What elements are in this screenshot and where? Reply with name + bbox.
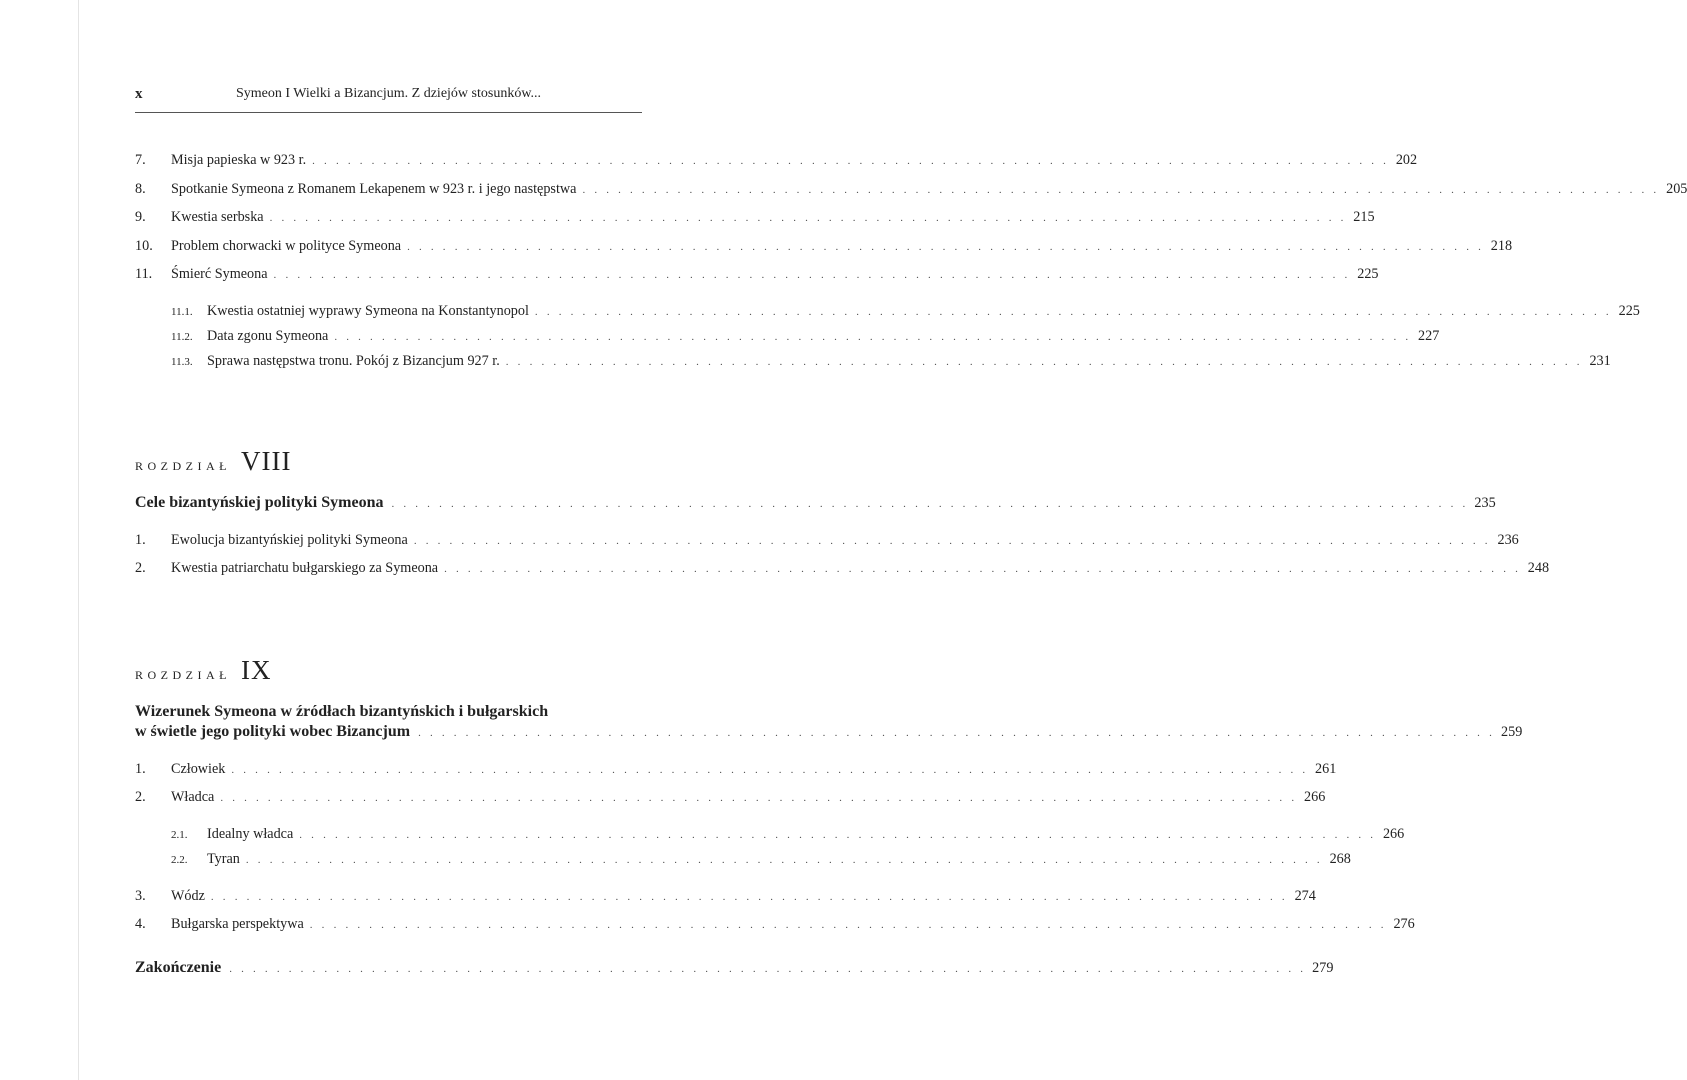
- chapter-title-text: Cele bizantyńskiej polityki Symeona: [135, 493, 384, 511]
- toc-entry[interactable]: [135, 175, 1687, 204]
- entry-page: 276: [1393, 916, 1415, 932]
- toc-entry[interactable]: [135, 755, 1337, 784]
- entry-number: 10.: [135, 237, 153, 254]
- subentry-page: 225: [1618, 302, 1640, 319]
- page-number: x: [135, 86, 143, 102]
- entry-page: 236: [1497, 531, 1519, 548]
- toc-subentry[interactable]: [135, 324, 1440, 349]
- dot-leader: . . . . . . . . . . . . . . . . . . . . . . . . . . . . . . . . . . . . . . . . . . . . . . . . . . . . . . . . . . . . . . . . . . . . . . . . . . . . . . . . . . . . . . . . . . .: [229, 962, 1307, 975]
- entry-page: 225: [1357, 266, 1379, 282]
- toc-entry[interactable]: [135, 882, 1316, 911]
- entry-title: Władca: [171, 789, 215, 805]
- entry-title: Człowiek: [171, 760, 226, 777]
- toc-subentry[interactable]: [135, 299, 1640, 324]
- dot-leader: . . . . . . . . . . . . . . . . . . . . . . . . . . . . . . . . . . . . . . . . . . . . . . . . . . . . . . . . . . . . . . . . . . . . . . . . . . . . . . . . . . . . . . . . . . .: [210, 890, 1288, 903]
- entry-number: 8.: [135, 180, 146, 197]
- entry-number: 11.: [135, 266, 153, 282]
- entry-title: Ewolucja bizantyńskiej polityki Symeona: [171, 531, 408, 548]
- entry-page: 202: [1395, 152, 1418, 168]
- entry-number: 7.: [135, 152, 146, 168]
- subentry-page: 268: [1329, 850, 1351, 867]
- chapter-title-viii[interactable]: [135, 493, 1496, 512]
- dot-leader: . . . . . . . . . . . . . . . . . . . . . . . . . . . . . . . . . . . . . . . . . . . . . . . . . . . . . . . . . . . . . . . . . . . . . . . . . . . . . . . . . . . . . . . . . . .: [391, 497, 1469, 510]
- chapter-numeral: VIII: [241, 445, 292, 476]
- chapter-numeral: IX: [241, 654, 272, 685]
- entry-number: 1.: [135, 531, 146, 548]
- subentry-title: Kwestia ostatniej wyprawy Symeona na Konstantynopol: [207, 302, 529, 319]
- toc-entry[interactable]: [135, 260, 1379, 289]
- entry-page: 261: [1315, 760, 1337, 777]
- table-of-contents: [135, 146, 1687, 977]
- subentry-number: 2.2.: [171, 853, 188, 866]
- dot-leader: . . . . . . . . . . . . . . . . . . . . . . . . . . . . . . . . . . . . . . . . . . . . . . . . . . . . . . . . . . . . . . . . . . . . . . . . . . . . . . . . . . . . . . . . . . .: [231, 763, 1309, 776]
- subentry-title: Data zgonu Symeona: [207, 327, 329, 344]
- chapter-word: ROZDZIAŁ: [135, 458, 231, 473]
- toc-entry[interactable]: [135, 232, 1513, 261]
- entry-title: Śmierć Symeona: [171, 266, 268, 282]
- subentry-page: 227: [1418, 327, 1440, 344]
- entry-number: 2.: [135, 560, 146, 576]
- entry-number: 1.: [135, 760, 146, 777]
- entry-number: 2.: [135, 789, 146, 805]
- dot-leader: . . . . . . . . . . . . . . . . . . . . . . . . . . . . . . . . . . . . . . . . . . . . . . . . . . . . . . . . . . . . . . . . . . . . . . . . . . . . . . . . . . . . . . . . . . .: [269, 212, 1347, 224]
- entry-title: Bułgarska perspektywa: [171, 916, 304, 932]
- chapter-title-ix[interactable]: [135, 722, 1523, 741]
- entry-page: 248: [1527, 560, 1550, 576]
- chapter-heading-viii: [135, 446, 642, 480]
- conclusion-page: 279: [1312, 959, 1334, 976]
- toc-entry[interactable]: [135, 783, 1326, 812]
- dot-leader: . . . . . . . . . . . . . . . . . . . . . . . . . . . . . . . . . . . . . . . . . . . . . . . . . . . . . . . . . . . . . . . . . . . . . . . . . . . . . . . . . . . . . . . . . . .: [413, 534, 1491, 547]
- dot-leader: . . . . . . . . . . . . . . . . . . . . . . . . . . . . . . . . . . . . . . . . . . . . . . . . . . . . . . . . . . . . . . . . . . . . . . . . . . . . . . . . . . . . . . . . . . .: [418, 726, 1496, 739]
- dot-leader: . . . . . . . . . . . . . . . . . . . . . . . . . . . . . . . . . . . . . . . . . . . . . . . . . . . . . . . . . . . . . . . . . . . . . . . . . . . . . . . . . . . . . . . . . . .: [273, 269, 1351, 281]
- entry-title: Spotkanie Symeona z Romanem Lekapenem w 923 r. i jego następstwa: [171, 180, 577, 197]
- dot-leader: . . . . . . . . . . . . . . . . . . . . . . . . . . . . . . . . . . . . . . . . . . . . . . . . . . . . . . . . . . . . . . . . . . . . . . . . . . . . . . . . . . . . . . . . . . .: [334, 330, 1412, 343]
- entry-title: Wódz: [171, 887, 205, 904]
- toc-entry[interactable]: [135, 526, 1519, 555]
- entry-number: 3.: [135, 887, 146, 904]
- chapter-title-text: w świetle jego polityki wobec Bizancjum: [135, 722, 411, 740]
- dot-leader: . . . . . . . . . . . . . . . . . . . . . . . . . . . . . . . . . . . . . . . . . . . . . . . . . . . . . . . . . . . . . . . . . . . . . . . . . . . . . . . . . . . . . . . . . . .: [299, 828, 1377, 841]
- chapter-word: ROZDZIAŁ: [135, 667, 231, 682]
- entry-title: Kwestia patriarchatu bułgarskiego za Symeona: [171, 560, 439, 576]
- entry-title: Problem chorwacki w polityce Symeona: [171, 237, 402, 254]
- toc-subentry[interactable]: [135, 822, 1405, 847]
- chapter-heading-ix: [135, 655, 642, 689]
- entry-title: Misja papieska w 923 r.: [171, 152, 307, 168]
- subentry-title: Sprawa następstwa tronu. Pokój z Bizancjum 927 r.: [207, 352, 500, 369]
- entry-page: 266: [1304, 789, 1326, 805]
- dot-leader: . . . . . . . . . . . . . . . . . . . . . . . . . . . . . . . . . . . . . . . . . . . . . . . . . . . . . . . . . . . . . . . . . . . . . . . . . . . . . . . . . . . . . . . . . . .: [534, 305, 1612, 318]
- conclusion-title: Zakończenie: [135, 958, 222, 976]
- dot-leader: . . . . . . . . . . . . . . . . . . . . . . . . . . . . . . . . . . . . . . . . . . . . . . . . . . . . . . . . . . . . . . . . . . . . . . . . . . . . . . . . . . . . . . . . . . .: [245, 853, 1323, 866]
- entry-page: 215: [1353, 209, 1375, 225]
- subentry-number: 2.1.: [171, 828, 188, 841]
- toc-subentry[interactable]: [135, 349, 1611, 374]
- subentry-title: Tyran: [207, 850, 240, 867]
- dot-leader: . . . . . . . . . . . . . . . . . . . . . . . . . . . . . . . . . . . . . . . . . . . . . . . . . . . . . . . . . . . . . . . . . . . . . . . . . . . . . . . . . . . . . . . . . . .: [444, 563, 1522, 575]
- toc-entry[interactable]: [135, 554, 1550, 583]
- dot-leader: . . . . . . . . . . . . . . . . . . . . . . . . . . . . . . . . . . . . . . . . . . . . . . . . . . . . . . . . . . . . . . . . . . . . . . . . . . . . . . . . . . . . . . . . . . .: [582, 183, 1660, 196]
- dot-leader: . . . . . . . . . . . . . . . . . . . . . . . . . . . . . . . . . . . . . . . . . . . . . . . . . . . . . . . . . . . . . . . . . . . . . . . . . . . . . . . . . . . . . . . . . . .: [505, 355, 1583, 368]
- entry-title: Kwestia serbska: [171, 209, 264, 225]
- subentry-number: 11.1.: [171, 305, 193, 318]
- header-rule: [135, 112, 642, 113]
- dot-leader: . . . . . . . . . . . . . . . . . . . . . . . . . . . . . . . . . . . . . . . . . . . . . . . . . . . . . . . . . . . . . . . . . . . . . . . . . . . . . . . . . . . . . . . . . . .: [407, 240, 1485, 253]
- subentry-number: 11.3.: [171, 355, 193, 368]
- entry-page: 218: [1490, 237, 1513, 254]
- subentry-number: 11.2.: [171, 330, 193, 343]
- subentry-page: 231: [1589, 352, 1611, 369]
- running-title: Symeon I Wielki a Bizancjum. Z dziejów stosunków...: [235, 86, 542, 101]
- toc-entry[interactable]: [135, 146, 1418, 175]
- dot-leader: . . . . . . . . . . . . . . . . . . . . . . . . . . . . . . . . . . . . . . . . . . . . . . . . . . . . . . . . . . . . . . . . . . . . . . . . . . . . . . . . . . . . . . . . . . .: [312, 155, 1390, 167]
- dot-leader: . . . . . . . . . . . . . . . . . . . . . . . . . . . . . . . . . . . . . . . . . . . . . . . . . . . . . . . . . . . . . . . . . . . . . . . . . . . . . . . . . . . . . . . . . . .: [309, 919, 1387, 931]
- toc-subentry[interactable]: [135, 847, 1351, 872]
- entry-number: 9.: [135, 209, 146, 225]
- subentry-title: Idealny władca: [207, 825, 294, 842]
- toc-entry[interactable]: [135, 203, 1375, 232]
- entry-number: 4.: [135, 916, 146, 932]
- running-header: [135, 86, 642, 108]
- chapter-title-line1[interactable]: Wizerunek Symeona w źródłach bizantyńskich i bułgarskich: [135, 702, 549, 720]
- conclusion-entry[interactable]: [135, 958, 1334, 977]
- entry-page: 205: [1666, 180, 1687, 197]
- subentry-page: 266: [1382, 825, 1405, 842]
- chapter-page: 235: [1474, 494, 1496, 511]
- toc-entry[interactable]: [135, 910, 1415, 939]
- entry-page: 274: [1294, 887, 1316, 904]
- dot-leader: . . . . . . . . . . . . . . . . . . . . . . . . . . . . . . . . . . . . . . . . . . . . . . . . . . . . . . . . . . . . . . . . . . . . . . . . . . . . . . . . . . . . . . . . . . .: [220, 792, 1298, 804]
- chapter-page: 259: [1501, 723, 1523, 740]
- page-edge-line: [78, 0, 79, 1080]
